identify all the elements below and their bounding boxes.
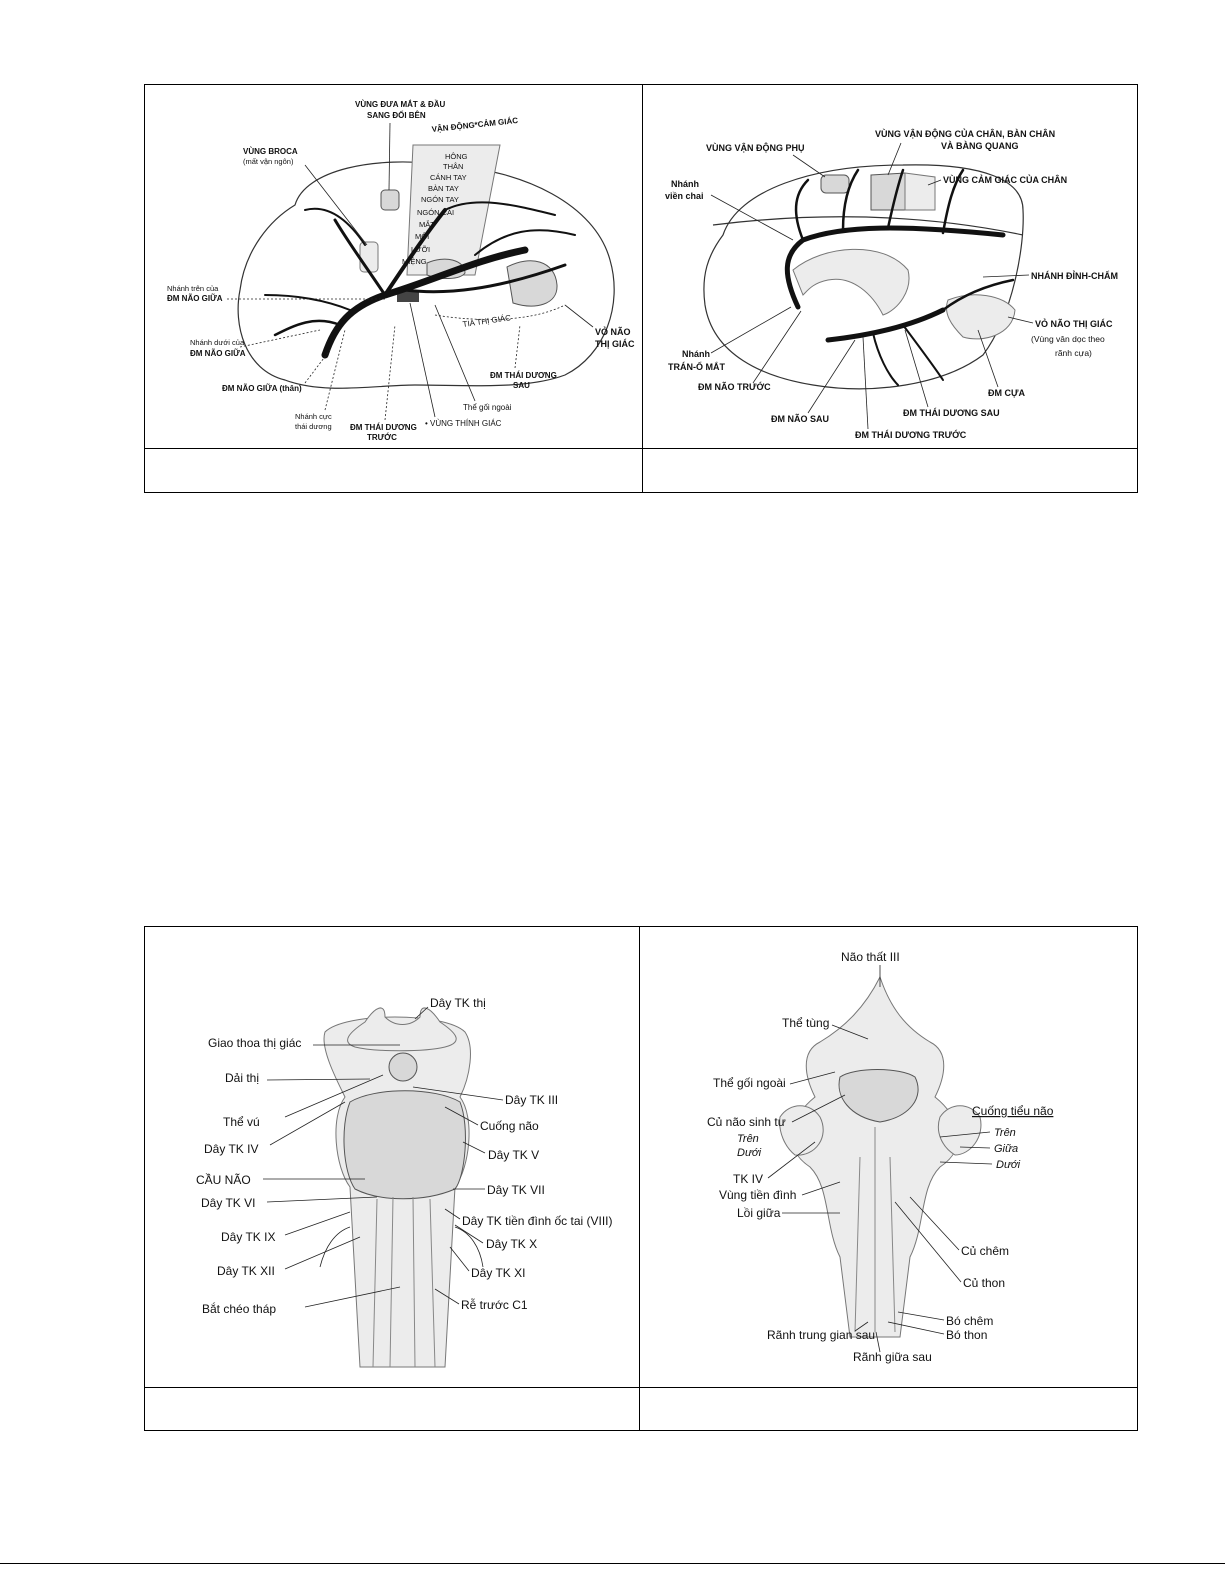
label-eye-head-area-2: SANG ĐỐI BÊN [367,111,426,120]
label-temporal-pole-2: thái dương [295,422,332,431]
brainstem-anterior-drawing [145,927,639,1387]
label-homunculus-4: NGÓN TAY [421,195,459,204]
label-homunculus-5: NGÓN CÁI [417,208,455,217]
label-upper-branch-2: ĐM NÃO GIỮA [167,294,223,303]
label-peduncle-middle: Giữa [994,1143,1019,1155]
label-lgb: Thể gối ngoài [713,1076,786,1090]
label-colliculi-superior: Trên [737,1133,759,1145]
label-pons: CẦU NÃO [196,1173,251,1187]
figure-medial-brain [643,85,1139,448]
label-callosomarginal: Nhánh [671,179,699,189]
label-post-temporal: ĐM THÁI DƯƠNG SAU [903,408,1000,418]
label-leg-motor-2: VÀ BÀNG QUANG [941,141,1019,151]
label-broca-sub: (mất vận ngôn) [243,157,294,166]
page-footer-rule [0,1563,1225,1564]
figure-brainstem-posterior [640,927,1139,1387]
label-parieto-occipital: NHÁNH ĐỈNH-CHẨM [1031,271,1118,281]
label-homunculus-2: CÁNH TAY [430,173,467,182]
label-visual-cortex-2: (Vùng vân dọc theo [1031,334,1105,344]
figure-brainstem-anterior [145,927,639,1387]
label-optic-tract: Dải thị [225,1071,260,1085]
figure-table-bottom [144,926,1138,1431]
label-cn5: Dây TK V [488,1148,540,1162]
label-c1-root: Rễ trước C1 [461,1298,528,1312]
label-leg-sensory: VÙNG CẢM GIÁC CỦA CHÂN [943,175,1068,185]
label-callosomarginal-2: viền chai [665,191,704,201]
label-cuneate-tubercle: Củ chêm [961,1244,1010,1258]
label-fronto-orbital-2: TRÁN-Ổ MẮT [668,362,725,372]
label-mammillary: Thể vú [223,1115,260,1129]
lateral-brain-drawing [145,85,642,448]
medial-brain-drawing [643,85,1139,448]
label-homunculus-3: BÀN TAY [428,184,459,193]
label-ant-temporal: ĐM THÁI DƯƠNG TRƯỚC [855,430,967,440]
label-peduncle-inferior: Dưới [996,1159,1021,1171]
label-homunculus-1: THÂN [443,162,464,171]
label-pyramidal-decussation: Bắt chéo tháp [202,1302,277,1316]
label-optic-nerve: Dây TK thị [430,996,486,1010]
label-ant-temporal-2: TRƯỚC [367,433,397,442]
label-cn6: Dây TK VI [201,1196,256,1210]
label-cn4: TK IV [733,1172,764,1186]
label-vestibular-area: Vùng tiền đình [719,1188,797,1202]
label-cn7: Dây TK VII [487,1183,545,1197]
label-cn9: Dây TK IX [221,1230,276,1244]
label-optic-radiation: TIA THỊ GIÁC [462,313,512,329]
label-post-temporal: ĐM THÁI DƯƠNG [490,371,557,380]
label-optic-chiasm: Giao thoa thị giác [208,1036,302,1050]
label-cerebral-peduncle: Cuống não [480,1119,539,1133]
label-homunculus-8: LƯỠI [411,245,431,254]
label-cn11: Dây TK XI [471,1266,526,1280]
label-homunculus-7: MÔI [415,232,430,241]
label-lgb: Thể gối ngoài [463,403,512,412]
label-broca: VÙNG BROCA [243,147,298,156]
caption-row-divider [145,1387,1137,1388]
label-pineal: Thể tùng [782,1016,830,1030]
label-ant-temporal: ĐM THÁI DƯƠNG [350,423,417,432]
label-cn12: Dây TK XII [217,1264,275,1278]
figure-table-top [144,84,1138,493]
label-leg-motor: VÙNG VẬN ĐỘNG CỦA CHÂN, BÀN CHÂN [875,129,1056,139]
label-peduncle-superior: Trên [994,1127,1016,1139]
label-visual-cortex: VỎ NÃO THỊ GIÁC [1035,319,1113,329]
label-fronto-orbital: Nhánh [682,349,710,359]
label-cn8: Dây TK tiền đình ốc tai (VIII) [462,1214,613,1228]
label-obex: Lồi giữa [737,1206,781,1220]
label-auditory: • VÙNG THÍNH GIÁC [425,419,502,428]
label-visual-cortex-3: rãnh cựa) [1055,348,1092,358]
label-gracile-tubercle: Củ thon [963,1276,1006,1290]
label-cerebellar-peduncles: Cuống tiểu não [972,1104,1054,1118]
label-cn4: Dây TK IV [204,1142,259,1156]
label-motor-sensory: VẬN ĐỘNG*CẢM GIÁC [431,115,519,134]
label-homunculus-9: MIỆNG [402,257,427,266]
label-calcarine: ĐM CỰA [988,388,1025,398]
label-gracile-fasciculus: Bó thon [946,1328,988,1342]
label-colliculi-inferior: Dưới [737,1147,762,1159]
label-lower-branch: Nhánh dưới của [190,338,245,347]
label-post-median-sulcus: Rãnh giữa sau [853,1350,932,1364]
label-homunculus-0: HÔNG [445,152,468,161]
figure-lateral-brain [145,85,642,448]
label-mca-trunk: ĐM NÃO GIỮA (thân) [222,384,302,393]
label-visual-cortex-2: THỊ GIÁC [595,339,635,349]
label-temporal-pole: Nhánh cực [295,412,332,421]
label-cn3: Dây TK III [505,1093,559,1107]
label-eye-head-area: VÙNG ĐƯA MẮT & ĐẦU [355,100,446,109]
label-colliculi: Củ não sinh tư [707,1115,786,1129]
label-aca: ĐM NÃO TRƯỚC [698,382,771,392]
label-visual-cortex: VỎ NÃO [595,327,631,337]
label-pca: ĐM NÃO SAU [771,414,829,424]
brainstem-posterior-drawing [640,927,1139,1387]
label-cn10: Dây TK X [486,1237,538,1251]
caption-row-divider [145,448,1137,449]
label-upper-branch: Nhánh trên của [167,284,219,293]
label-supp-motor: VÙNG VẬN ĐỘNG PHỤ [706,143,805,153]
label-post-intermediate-sulcus: Rãnh trung gian sau [767,1328,876,1342]
label-cuneate-fasciculus: Bó chêm [946,1314,994,1328]
label-lower-branch-2: ĐM NÃO GIỮA [190,349,246,358]
label-post-temporal-2: SAU [513,381,530,390]
label-third-ventricle: Não thất III [841,950,900,964]
label-homunculus-6: MẮT [419,220,435,229]
